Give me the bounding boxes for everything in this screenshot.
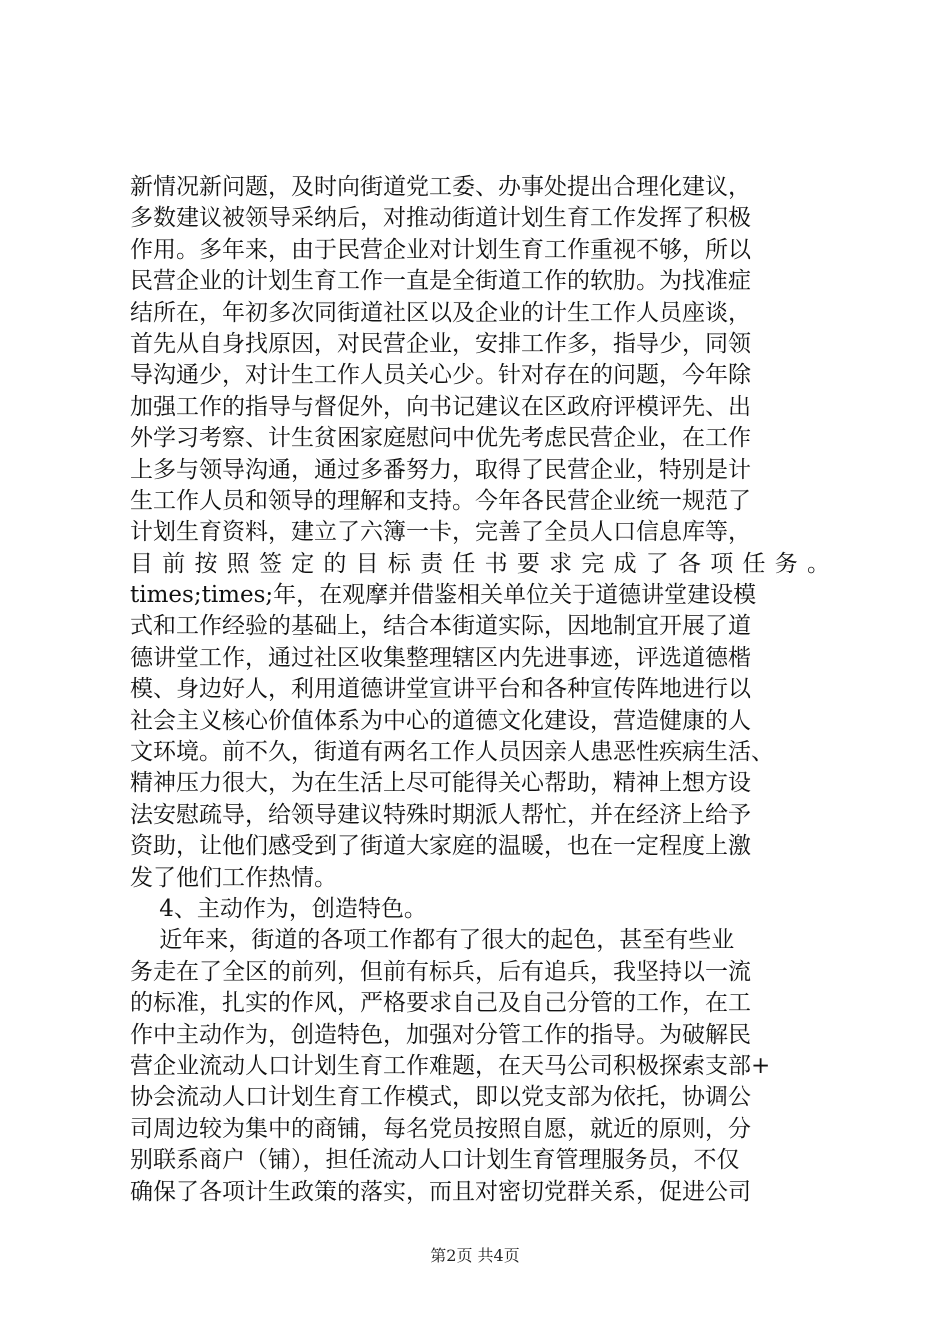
text-line: 加强工作的指导与督促外，向书记建议在区政府评模评先、出 <box>130 393 751 420</box>
text-line: 外学习考察、计生贫困家庭慰问中优先考虑民营企业，在工作 <box>130 425 751 452</box>
text-line: 多数建议被领导采纳后，对推动街道计划生育工作发挥了积极 <box>130 205 751 232</box>
section-heading: 4、主动作为，创造特色。 <box>130 895 427 922</box>
text-line: 模、身边好人，利用道德讲堂宣讲平台和各种宣传阵地进行以 <box>130 676 751 703</box>
text-line: 上多与领导沟通，通过多番努力，取得了民营企业，特别是计 <box>130 456 751 483</box>
text-line: 结所在，年初多次同街道社区以及企业的计生工作人员座谈， <box>130 299 751 326</box>
text-line: 计划生育资料，建立了六簿一卡，完善了全员人口信息库等， <box>130 519 751 546</box>
text-line: 首先从自身找原因，对民营企业，安排工作多，指导少，同领 <box>130 330 751 357</box>
text-line: 发了他们工作热情。 <box>130 864 337 891</box>
text-line: 别联系商户（铺），担任流动人口计划生育管理服务员，不仅 <box>130 1147 740 1174</box>
text-line: 法安慰疏导，给领导建议特殊时期派人帮忙，并在经济上给予 <box>130 801 751 828</box>
text-line: 新情况新问题，及时向街道党工委、办事处提出合理化建议， <box>130 174 751 200</box>
text-line: 导沟通少，对计生工作人员关心少。针对存在的问题，今年除 <box>130 362 751 389</box>
text-line: 营企业流动人口计划生育工作难题，在天马公司积极探索支部+ <box>130 1052 771 1079</box>
text-line: 文环境。前不久，街道有两名工作人员因亲人患恶性疾病生活、 <box>130 739 774 766</box>
text-line: 作用。多年来，由于民营企业对计划生育工作重视不够，所以 <box>130 236 751 263</box>
text-line: 精神压力很大，为在生活上尽可能得关心帮助，精神上想方设 <box>130 770 751 797</box>
text-line: 协会流动人口计划生育工作模式，即以党支部为依托，协调公 <box>130 1084 751 1111</box>
page-footer: 第2页 共4页 <box>430 1246 520 1265</box>
text-line: 作中主动作为，创造特色，加强对分管工作的指导。为破解民 <box>130 1021 751 1048</box>
text-line: 确保了各项计生政策的落实，而且对密切党群关系，促进公司 <box>130 1178 751 1205</box>
text-line: times;times;年，在观摩并借鉴相关单位关于道德讲堂建设模 <box>130 582 757 609</box>
text-line: 目前按照签定的目标责任书要求完成了各项任务。 <box>130 550 830 577</box>
text-line: 务走在了全区的前列，但前有标兵，后有追兵，我坚持以一流 <box>130 958 751 985</box>
text-line: 民营企业的计划生育工作一直是全街道工作的软肋。为找准症 <box>130 268 751 295</box>
text-line: 社会主义核心价值体系为中心的道德文化建设，营造健康的人 <box>130 707 751 734</box>
text-line: 德讲堂工作，通过社区收集整理辖区内先进事迹，评选道德楷 <box>130 644 751 671</box>
text-line: 司周边较为集中的商铺，每名党员按照自愿，就近的原则，分 <box>130 1115 751 1142</box>
text-line: 近年来，街道的各项工作都有了很大的起色，甚至有些业 <box>130 927 735 954</box>
text-line: 资助，让他们感受到了街道大家庭的温暖，也在一定程度上激 <box>130 833 751 860</box>
text-line: 生工作人员和领导的理解和支持。今年各民营企业统一规范了 <box>130 487 751 514</box>
text-line: 式和工作经验的基础上，结合本街道实际，因地制宜开展了道 <box>130 613 751 640</box>
text-line: 的标准，扎实的作风，严格要求自己及自己分管的工作，在工 <box>130 990 751 1017</box>
body-text <box>130 172 830 1208</box>
